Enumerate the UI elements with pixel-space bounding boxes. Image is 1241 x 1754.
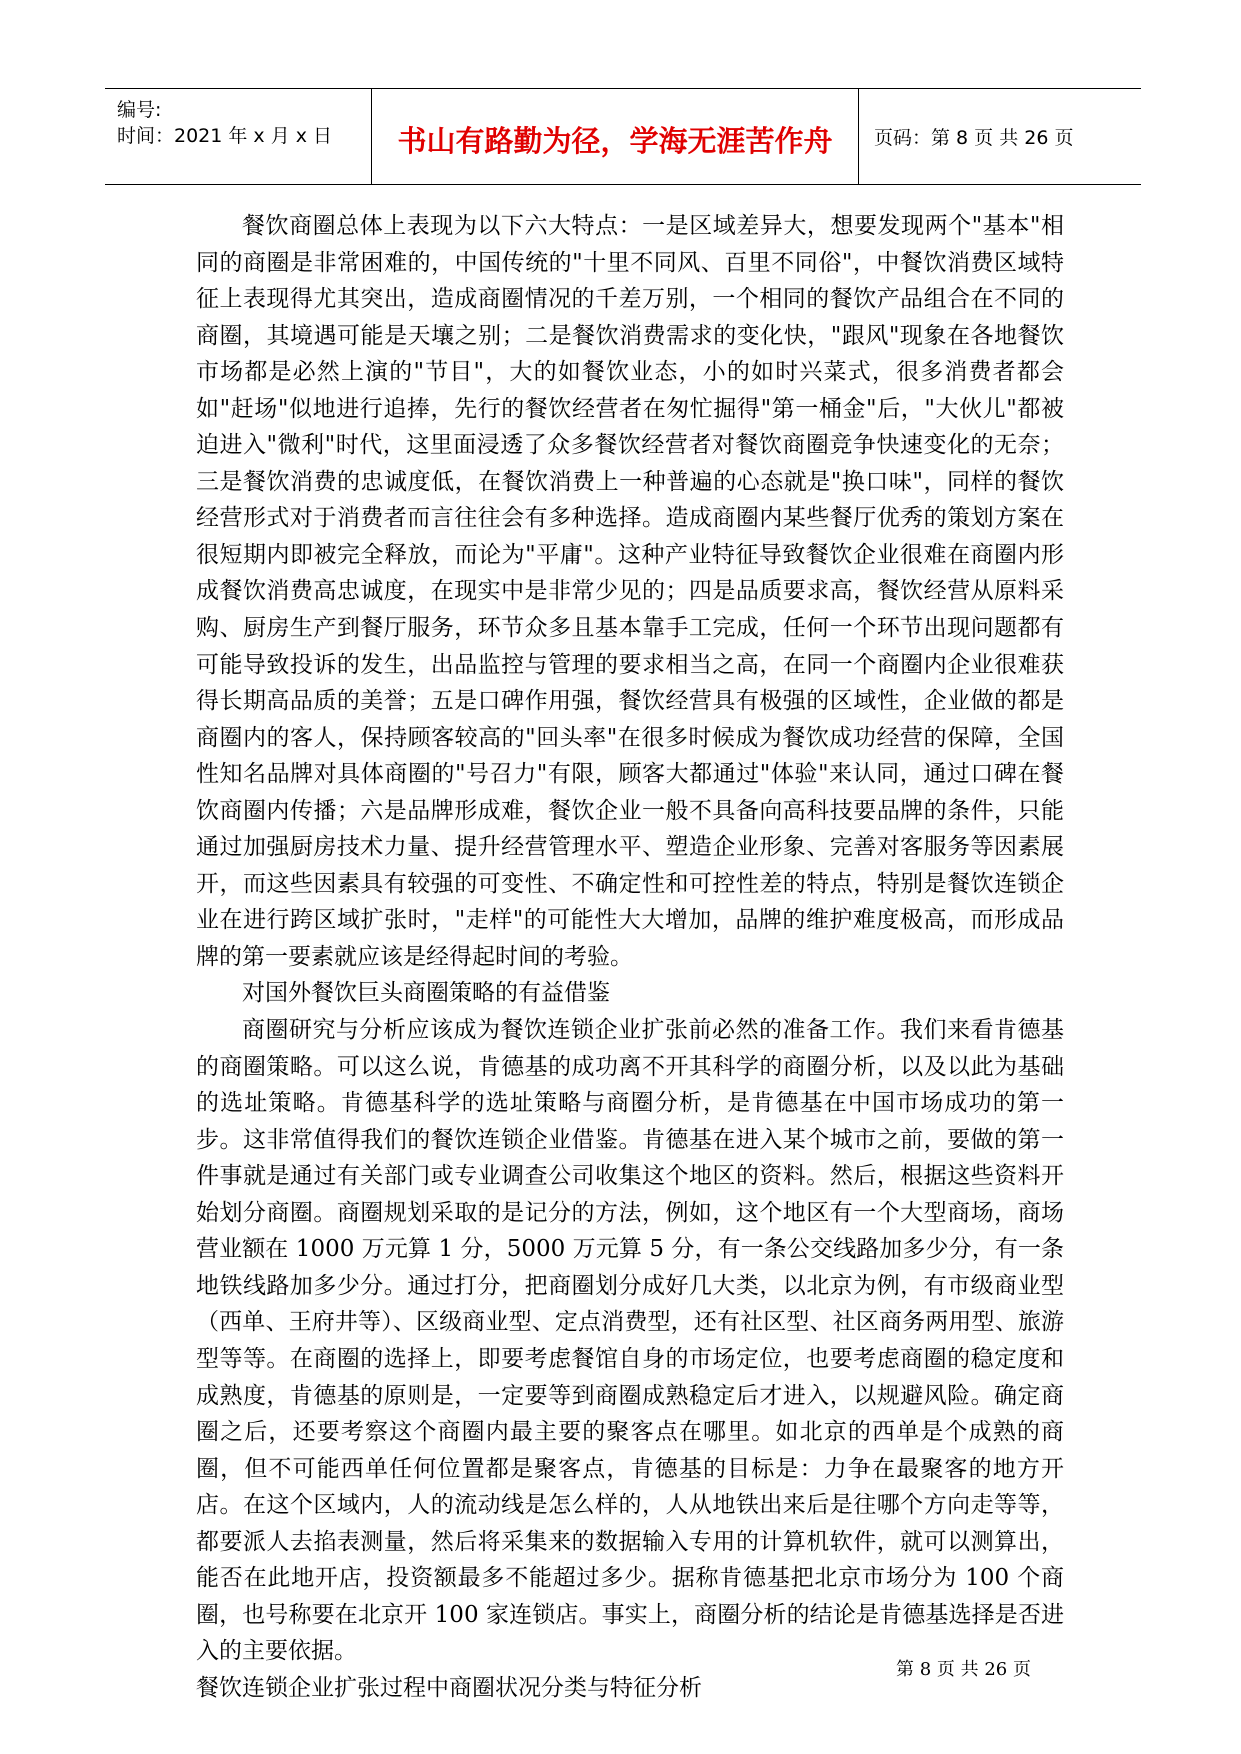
header-right-cell <box>860 89 1141 184</box>
document-id-label: 编号: <box>117 99 162 121</box>
header-motto: 书山有路勤为径，学海无涯苦作舟 <box>397 124 833 158</box>
section-heading-foreign-strategy: 对国外餐饮巨头商圈策略的有益借鉴 <box>242 980 610 1007</box>
page-footer-number: 第 8 页 共 26 页 <box>896 1659 1031 1680</box>
paragraph-kfc-strategy: 商圈研究与分析应该成为餐饮连锁企业扩张前必然的准备工作。我们来看肯德基的商圈策略。可以这么说，肯德基的成功离不开其科学的商圈分析，以及以此为基础的选址策略。肯德基科学的选址策略与商圈分析，是肯德基在中国市场成功的第一步。这非常值得我们的餐饮连锁企业借鉴。肯德基在进入某个城市之前，要做的第一件事就是通过有关部门或专业调查公司收集这个地区的资料。然后，根据这些资料开始划分商圈。商圈规划采取的是记分的方法，例如，这个地区有一个大型商场，商场营业额在 1000 万元算 1 分，5000 万元算 5 分，有一条公交线路加多少分，有一条地铁线路加多少分。通过打分，把商圈划分成好几大类，以北京为例，有市级商业型（西单、王府井等）、区级商业型、定点消费型，还有社区型、社区商务两用型、旅游型等等。在商圈的选择上，即要考虑餐馆自身的市场定位，也要考虑商圈的稳定度和成熟度，肯德基的原则是，一定要等到商圈成熟稳定后才进入，以规避风险。确定商圈之后，还要考察这个商圈内最主要的聚客点在哪里。如北京的西单是个成熟的商圈，但不可能西单任何位置都是聚客点，肯德基的目标是：力争在最聚客的地方开店。在这个区域内，人的流动线是怎么样的，人从地铁出来后是往哪个方向走等等，都要派人去掐表测量，然后将采集来的数据输入专用的计算机软件，就可以测算出，能否在此地开店，投资额最多不能超过多少。据称肯德基把北京市场分为 100 个商圈，也号称要在北京开 100 家连锁店。事实上，商圈分析的结论是肯德基选择是否进入的主要依据。 <box>196 1017 1064 1665</box>
date-label: 时间：2021 年 x 月 x 日 <box>117 125 333 147</box>
header-middle-cell <box>372 89 859 184</box>
section-heading-classification: 餐饮连锁企业扩张过程中商圈状况分类与特征分析 <box>196 1674 702 1701</box>
header-left-cell <box>105 89 372 184</box>
document-body <box>196 208 1064 1706</box>
page-header <box>105 88 1141 185</box>
paragraph-restaurant-district-features: 餐饮商圈总体上表现为以下六大特点：一是区域差异大，想要发现两个"基本"相同的商圈是非常困难的，中国传统的"十里不同风、百里不同俗"，中餐饮消费区域特征上表现得尤其突出，造成商圈情况的千差万别，一个相同的餐饮产品组合在不同的商圈，其境遇可能是天壤之别；二是餐饮消费需求的变化快，"跟风"现象在各地餐饮市场都是必然上演的"节目"，大的如餐饮业态，小的如时兴菜式，很多消费者都会如"赶场"似地进行追捧，先行的餐饮经营者在匆忙掘得"第一桶金"后，"大伙儿"都被迫进入"微利"时代，这里面浸透了众多餐饮经营者对餐饮商圈竞争快速变化的无奈；三是餐饮消费的忠诚度低，在餐饮消费上一种普遍的心态就是"换口味"，同样的餐饮经营形式对于消费者而言往往会有多种选择。造成商圈内某些餐厅优秀的策划方案在很短期内即被完全释放，而论为"平庸"。这种产业特征导致餐饮企业很难在商圈内形成餐饮消费高忠诚度，在现实中是非常少见的；四是品质要求高，餐饮经营从原料采购、厨房生产到餐厅服务，环节众多且基本靠手工完成，任何一个环节出现问题都有可能导致投诉的发生，出品监控与管理的要求相当之高，在同一个商圈内企业很难获得长期高品质的美誉；五是口碑作用强，餐饮经营具有极强的区域性，企业做的都是商圈内的客人，保持顾客较高的"回头率"在很多时候成为餐饮成功经营的保障，全国性知名品牌对具体商圈的"号召力"有限，顾客大都通过"体验"来认同，通过口碑在餐饮商圈内传播；六是品牌形成难，餐饮企业一般不具备向高科技要品牌的条件，只能通过加强厨房技术力量、提升经营管理水平、塑造企业形象、完善对客服务等因素展开，而这些因素具有较强的可变性、不确定性和可控性差的特点，特别是餐饮连锁企业在进行跨区域扩张时，"走样"的可能性大大增加，品牌的维护难度极高，而形成品牌的第一要素就应该是经得起时间的考验。 <box>196 213 1064 970</box>
header-page-number: 页码：第 8 页 共 26 页 <box>874 127 1074 149</box>
